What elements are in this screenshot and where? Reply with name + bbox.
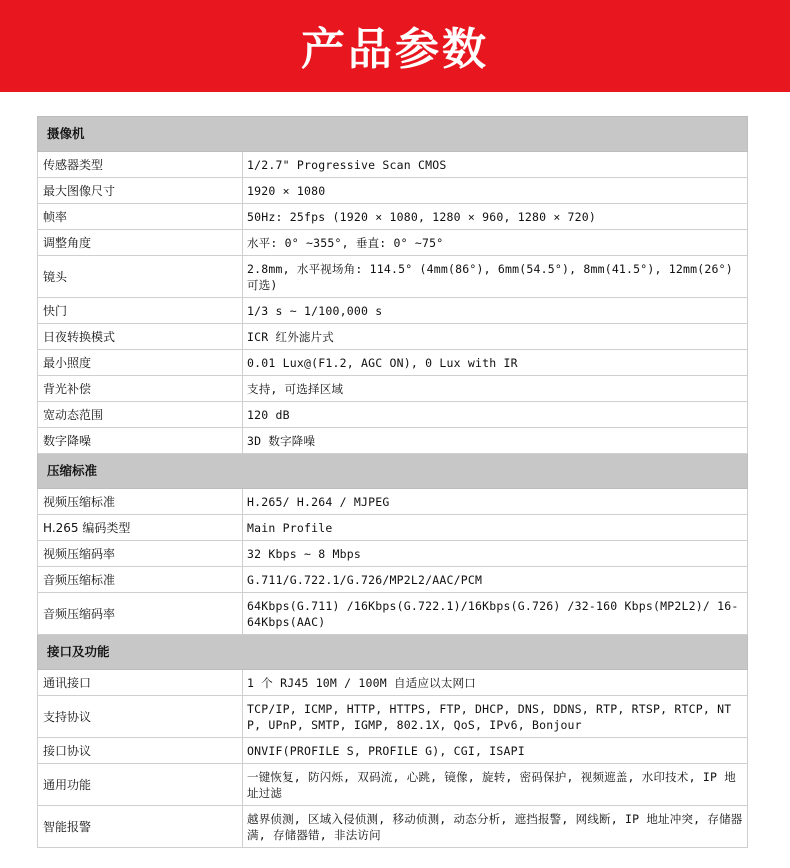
row-label: 帧率 <box>38 204 243 230</box>
section-title: 摄像机 <box>38 117 748 152</box>
section-header <box>38 635 748 670</box>
row-value: 一键恢复, 防闪烁, 双码流, 心跳, 镜像, 旋转, 密码保护, 视频遮盖, 水印技术, IP 地址过滤 <box>243 764 748 806</box>
row-label: 智能报警 <box>38 806 243 848</box>
table-row <box>38 428 748 454</box>
table-row <box>38 402 748 428</box>
row-value: 32 Kbps ~ 8 Mbps <box>243 541 748 567</box>
row-value: TCP/IP, ICMP, HTTP, HTTPS, FTP, DHCP, DNS, DDNS, RTP, RTSP, RTCP, NTP, UPnP, SMTP, IGMP, 802.1X, QoS, IPv6, Bonjour <box>243 696 748 738</box>
row-value: 1 个 RJ45 10M / 100M 自适应以太网口 <box>243 670 748 696</box>
row-label: 音频压缩码率 <box>38 593 243 635</box>
row-label: 通用功能 <box>38 764 243 806</box>
table-row <box>38 376 748 402</box>
section-header <box>38 454 748 489</box>
table-row <box>38 204 748 230</box>
table-row <box>38 515 748 541</box>
table-row <box>38 670 748 696</box>
row-value: 支持, 可选择区域 <box>243 376 748 402</box>
section-title: 接口及功能 <box>38 635 748 670</box>
table-row <box>38 738 748 764</box>
table-row <box>38 764 748 806</box>
row-label: 视频压缩标准 <box>38 489 243 515</box>
row-value: 3D 数字降噪 <box>243 428 748 454</box>
row-value: 2.8mm, 水平视场角: 114.5° (4mm(86°), 6mm(54.5°), 8mm(41.5°), 12mm(26°)可选) <box>243 256 748 298</box>
table-row <box>38 230 748 256</box>
table-row <box>38 806 748 848</box>
table-row <box>38 567 748 593</box>
row-label: 调整角度 <box>38 230 243 256</box>
table-row <box>38 350 748 376</box>
table-row <box>38 298 748 324</box>
row-value: Main Profile <box>243 515 748 541</box>
row-value: 64Kbps(G.711) /16Kbps(G.722.1)/16Kbps(G.726) /32-160 Kbps(MP2L2)/ 16-64Kbps(AAC) <box>243 593 748 635</box>
row-value: H.265/ H.264 / MJPEG <box>243 489 748 515</box>
table-row <box>38 152 748 178</box>
row-label: 视频压缩码率 <box>38 541 243 567</box>
row-label: H.265 编码类型 <box>38 515 243 541</box>
row-value: 1/3 s ~ 1/100,000 s <box>243 298 748 324</box>
table-row <box>38 256 748 298</box>
row-label: 日夜转换模式 <box>38 324 243 350</box>
table-row <box>38 593 748 635</box>
row-label: 快门 <box>38 298 243 324</box>
section-title: 压缩标准 <box>38 454 748 489</box>
row-label: 镜头 <box>38 256 243 298</box>
row-label: 音频压缩标准 <box>38 567 243 593</box>
row-value: ONVIF(PROFILE S, PROFILE G), CGI, ISAPI <box>243 738 748 764</box>
table-row <box>38 696 748 738</box>
row-label: 接口协议 <box>38 738 243 764</box>
table-row <box>38 541 748 567</box>
header-banner <box>0 0 790 97</box>
row-value: 水平: 0° ~355°, 垂直: 0° ~75° <box>243 230 748 256</box>
row-value: 120 dB <box>243 402 748 428</box>
row-value: 越界侦测, 区域入侵侦测, 移动侦测, 动态分析, 遮挡报警, 网线断, IP 地址冲突, 存储器满, 存储器错, 非法访问 <box>243 806 748 848</box>
table-row <box>38 489 748 515</box>
row-label: 最小照度 <box>38 350 243 376</box>
row-label: 数字降噪 <box>38 428 243 454</box>
row-value: 1920 × 1080 <box>243 178 748 204</box>
row-label: 通讯接口 <box>38 670 243 696</box>
spec-table <box>37 116 748 848</box>
row-label: 支持协议 <box>38 696 243 738</box>
row-value: 1/2.7" Progressive Scan CMOS <box>243 152 748 178</box>
row-label: 宽动态范围 <box>38 402 243 428</box>
table-row <box>38 178 748 204</box>
section-header <box>38 117 748 152</box>
row-value: ICR 红外滤片式 <box>243 324 748 350</box>
table-row <box>38 324 748 350</box>
row-value: 50Hz: 25fps (1920 × 1080, 1280 × 960, 1280 × 720) <box>243 204 748 230</box>
page-title: 产品参数 <box>301 24 489 75</box>
row-label: 背光补偿 <box>38 376 243 402</box>
row-value: 0.01 Lux@(F1.2, AGC ON), 0 Lux with IR <box>243 350 748 376</box>
row-label: 传感器类型 <box>38 152 243 178</box>
row-label: 最大图像尺寸 <box>38 178 243 204</box>
row-value: G.711/G.722.1/G.726/MP2L2/AAC/PCM <box>243 567 748 593</box>
